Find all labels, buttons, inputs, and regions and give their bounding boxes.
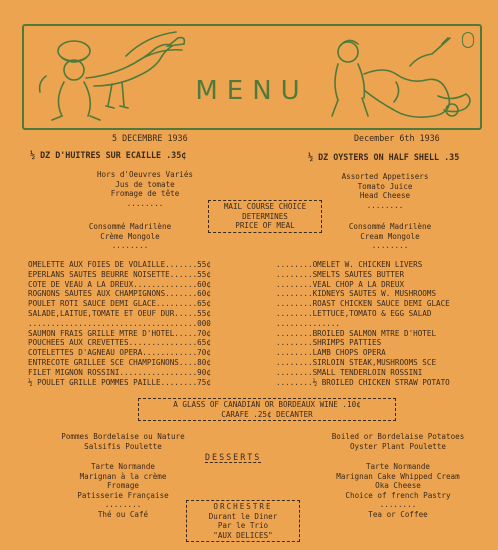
appetizer-item: Assorted Appetisers: [341, 172, 429, 181]
soup-item: Cream Mongole: [360, 231, 420, 241]
dessert-item: Marignan Cake Whipped Cream: [336, 471, 460, 481]
main-item: ........KIDNEYS SAUTES W. MUSHROOMS: [276, 289, 437, 299]
main-item: SAUMON FRAIS GRILLE MTRE D'HOTEL.....70¢: [28, 328, 211, 338]
date-english: December 6th 1936: [354, 133, 440, 143]
dessert-item: Tarte Normande: [365, 462, 430, 471]
appetizer-item: Tomato Juice: [357, 181, 413, 191]
dessert-item: Thé ou Café: [97, 509, 149, 519]
main-item: ........VEAL CHOP A LA DREUX: [276, 279, 405, 289]
appetizer-item: Jus de tomate: [115, 179, 175, 189]
main-item: COTELETTES D'AGNEAU OPERA............70¢: [28, 348, 211, 358]
soups-french: [50, 222, 210, 251]
sides-french: [28, 432, 218, 451]
mains-french: [28, 260, 286, 387]
main-item: ........SMELTS SAUTES BUTTER: [276, 269, 405, 279]
main-item: ½ POULET GRILLE POMMES PAILLE........75¢: [28, 377, 211, 387]
appetizer-item: Head Cheese: [359, 191, 411, 201]
main-item: ........SMALL TENDERLOIN ROSSINI: [276, 367, 423, 377]
main-item: EPERLANS SAUTES BEURRE NOISETTE......55¢: [28, 269, 211, 279]
dessert-item: Tea or Coffee: [368, 509, 428, 519]
orchestra-line: Durant le Diner: [208, 511, 278, 521]
side-item: Oyster Plant Poulette: [349, 441, 446, 451]
wine-box: [138, 398, 396, 421]
menu-banner: [22, 24, 482, 130]
main-item: ........OMELET W. CHICKEN LIVERS: [276, 260, 423, 269]
main-item: ........SIRLOIN STEAK,MUSHROOMS SCE: [276, 357, 437, 367]
desserts-english: [300, 462, 496, 520]
appetizer-divider: ........: [366, 200, 404, 210]
oysters-english: ½ DZ OYSTERS ON HALF SHELL .35: [308, 152, 460, 162]
chef-goose-illustration-left: [26, 26, 206, 124]
dessert-item: Choice of french Pastry: [345, 490, 451, 500]
date-french: 5 DECEMBRE 1936: [112, 133, 188, 143]
dessert-item: Oka Cheese: [375, 481, 421, 491]
side-item: Pommes Bordelaise ou Nature: [61, 432, 185, 441]
orchestra-box: [186, 500, 300, 542]
corner-ornament-icon: [462, 32, 474, 48]
price-notice-box: [208, 200, 322, 233]
main-item: ........½ BROILED CHICKEN STRAW POTATO: [276, 377, 450, 387]
appetizer-item: Fromage de tête: [110, 189, 180, 199]
main-item: OMELETTE AUX FOIES DE VOLAILLE.......55¢: [28, 260, 211, 269]
chef-goose-illustration-right: [318, 26, 478, 124]
wine-line: A GLASS OF CANADIAN OR BORDEAUX WINE .10¢: [173, 400, 361, 409]
dessert-item: Marignan à la crème: [79, 471, 167, 481]
dessert-item: Tarte Normande: [90, 462, 155, 471]
main-item: FILET MIGNON ROSSINI.................90¢: [28, 367, 211, 377]
main-item: ........BROILED SALMON MTRE D'HOTEL: [276, 328, 437, 338]
main-item: COTE DE VEAU A LA DREUX..............60¢: [28, 279, 211, 289]
soups-english: [310, 222, 470, 251]
soup-divider: ........: [111, 241, 149, 251]
notice-line: MAIL COURSE CHOICE: [223, 202, 307, 211]
wine-line: CARAFE .25¢ DECANTER: [221, 409, 313, 419]
notice-line: DETERMINES: [242, 211, 288, 221]
sides-english: [300, 432, 496, 451]
soup-divider: ........: [371, 241, 409, 251]
side-item: Boiled or Bordelaise Potatoes: [331, 432, 465, 441]
side-item: Salsifis Poulette: [84, 441, 162, 451]
dessert-item: Fromage: [106, 481, 139, 491]
appetizers-english: [300, 172, 470, 210]
appetizer-item: Hors d'Oeuvres Variés: [96, 170, 193, 179]
orchestra-line: "AUX DELICES": [213, 530, 273, 540]
main-item: ........ROAST CHICKEN SAUCE DEMI GLACE: [276, 299, 450, 309]
menu-title: MENU: [195, 76, 309, 106]
main-item: ROGNONS SAUTES AUX CHAMPIGNONS.......60¢: [28, 289, 211, 299]
oysters-french: ½ DZ D'HUITRES SUR ECAILLE .35¢: [30, 150, 187, 160]
main-item: ........LAMB CHOPS OPERA: [276, 348, 386, 358]
main-item: ........SHRIMPS PATTIES: [276, 338, 382, 348]
main-divider: .....................................000: [28, 318, 211, 328]
desserts-title: DESSERTS: [205, 452, 262, 462]
main-item: SALADE,LAITUE,TOMATE ET OEUF DUR.....55¢: [28, 308, 211, 318]
main-item: POUCHEES AUX CREVETTES...............65¢: [28, 338, 211, 348]
main-divider: ..............: [276, 318, 341, 328]
dessert-item: Patisserie Française: [77, 490, 169, 500]
main-item: ENTRECOTE GRILLEE SCE CHAMPIGNONS....80¢: [28, 357, 211, 367]
main-item: POULET ROTI SAUCE DEMI GLACE.........65¢: [28, 299, 211, 309]
dessert-divider: ........: [104, 500, 142, 510]
orchestra-title: ORCHESTRE: [213, 502, 273, 511]
soup-item: Consommé Madrilène: [348, 222, 432, 231]
soup-item: Crème Mongole: [100, 231, 160, 241]
main-item: ........LETTUCE,TOMATO & EGG SALAD: [276, 308, 432, 318]
appetizers-french: [60, 170, 230, 208]
notice-line: PRICE OF MEAL: [235, 221, 295, 231]
soup-item: Consommé Madrilène: [88, 222, 172, 231]
mains-english: [276, 260, 496, 387]
appetizer-divider: ........: [126, 198, 164, 208]
orchestra-line: Par le Trio: [217, 521, 269, 531]
dessert-divider: ........: [379, 500, 417, 510]
